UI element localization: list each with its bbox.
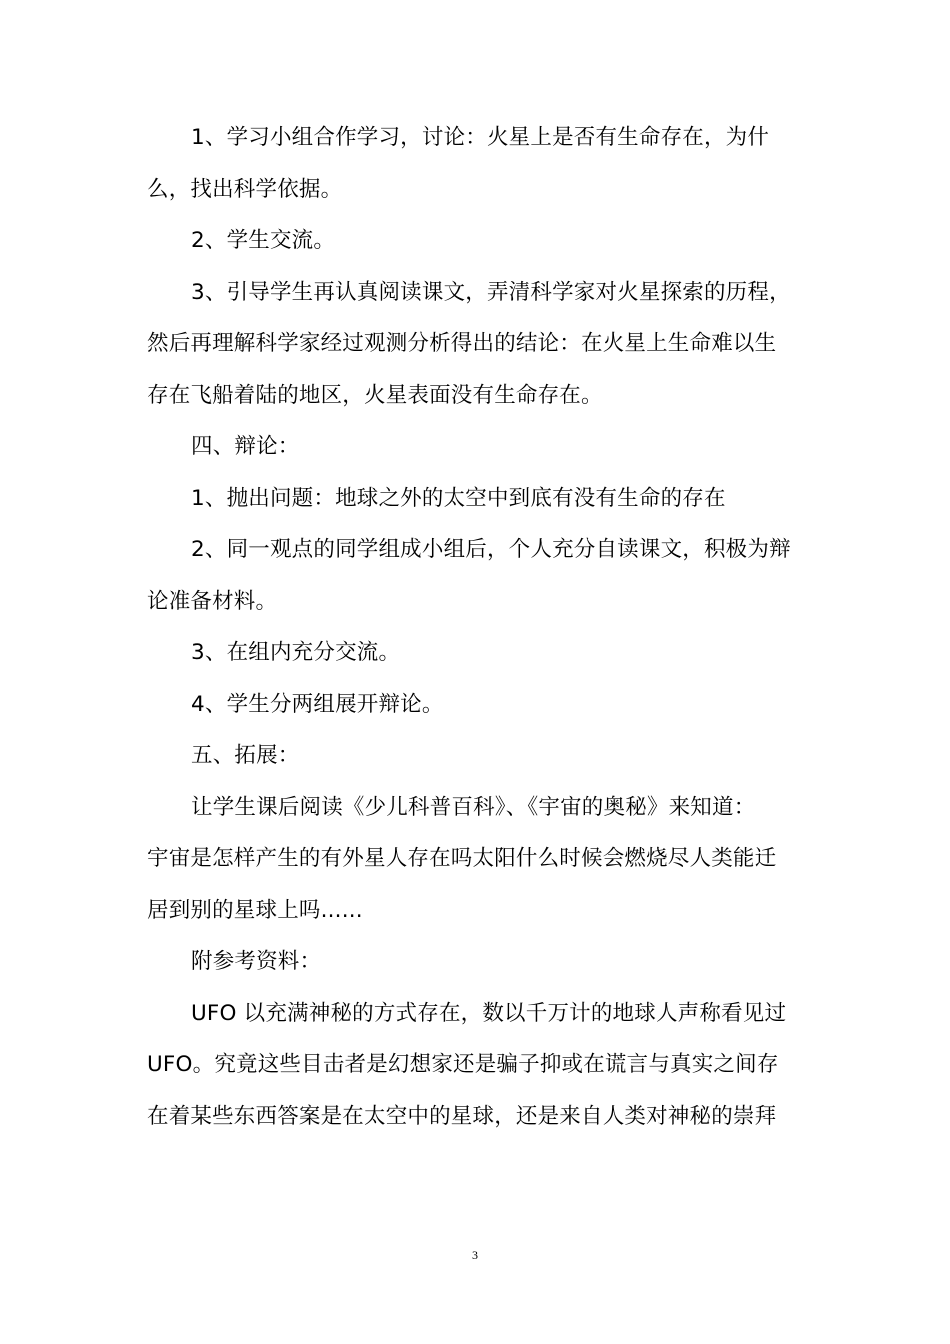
text-line: 2、同一观点的同学组成小组后，个人充分自读课文，积极为辩 xyxy=(191,537,791,562)
text-line: 1、抛出问题：地球之外的太空中到底有没有生命的存在 xyxy=(191,485,726,511)
text-line: 宇宙是怎样产生的有外星人存在吗太阳什么时候会燃烧尽人类能迁 xyxy=(147,846,777,871)
text-line: UFO。究竟这些目击者是幻想家还是骗子抑或在谎言与真实之间存 xyxy=(147,1052,779,1077)
section-heading: 五、拓展： xyxy=(191,743,300,768)
section-heading: 附参考资料： xyxy=(191,949,322,974)
text-line: 3、在组内充分交流。 xyxy=(191,640,401,665)
document-body xyxy=(147,116,819,1146)
text-line: 让学生课后阅读《少儿科普百科》、《宇宙的奥秘》来知道： xyxy=(191,794,756,820)
text-line: 1、学习小组合作学习，讨论：火星上是否有生命存在，为什 xyxy=(191,125,770,150)
text-line: 论准备材料。 xyxy=(147,588,278,614)
text-line: 4、学生分两组展开辩论。 xyxy=(191,691,444,717)
text-line: 3、引导学生再认真阅读课文，弄清科学家对火星探索的历程， xyxy=(191,279,791,305)
text-line: 2、学生交流。 xyxy=(191,228,336,253)
section-heading: 四、辩论： xyxy=(191,434,300,459)
text-line: 然后再理解科学家经过观测分析得出的结论：在火星上生命难以生 xyxy=(147,331,777,356)
text-line: UFO 以充满神秘的方式存在，数以千万计的地球人声称看见过 xyxy=(191,1000,787,1026)
text-line: 居到别的星球上吗...... xyxy=(147,897,363,923)
text-line: 在着某些东西答案是在太空中的星球，还是来自人类对神秘的崇拜 xyxy=(147,1103,777,1129)
text-line: 么，找出科学依据。 xyxy=(147,176,343,202)
text-line: 存在飞船着陆的地区，火星表面没有生命存在。 xyxy=(147,382,603,408)
page-number: 3 xyxy=(472,1248,478,1262)
